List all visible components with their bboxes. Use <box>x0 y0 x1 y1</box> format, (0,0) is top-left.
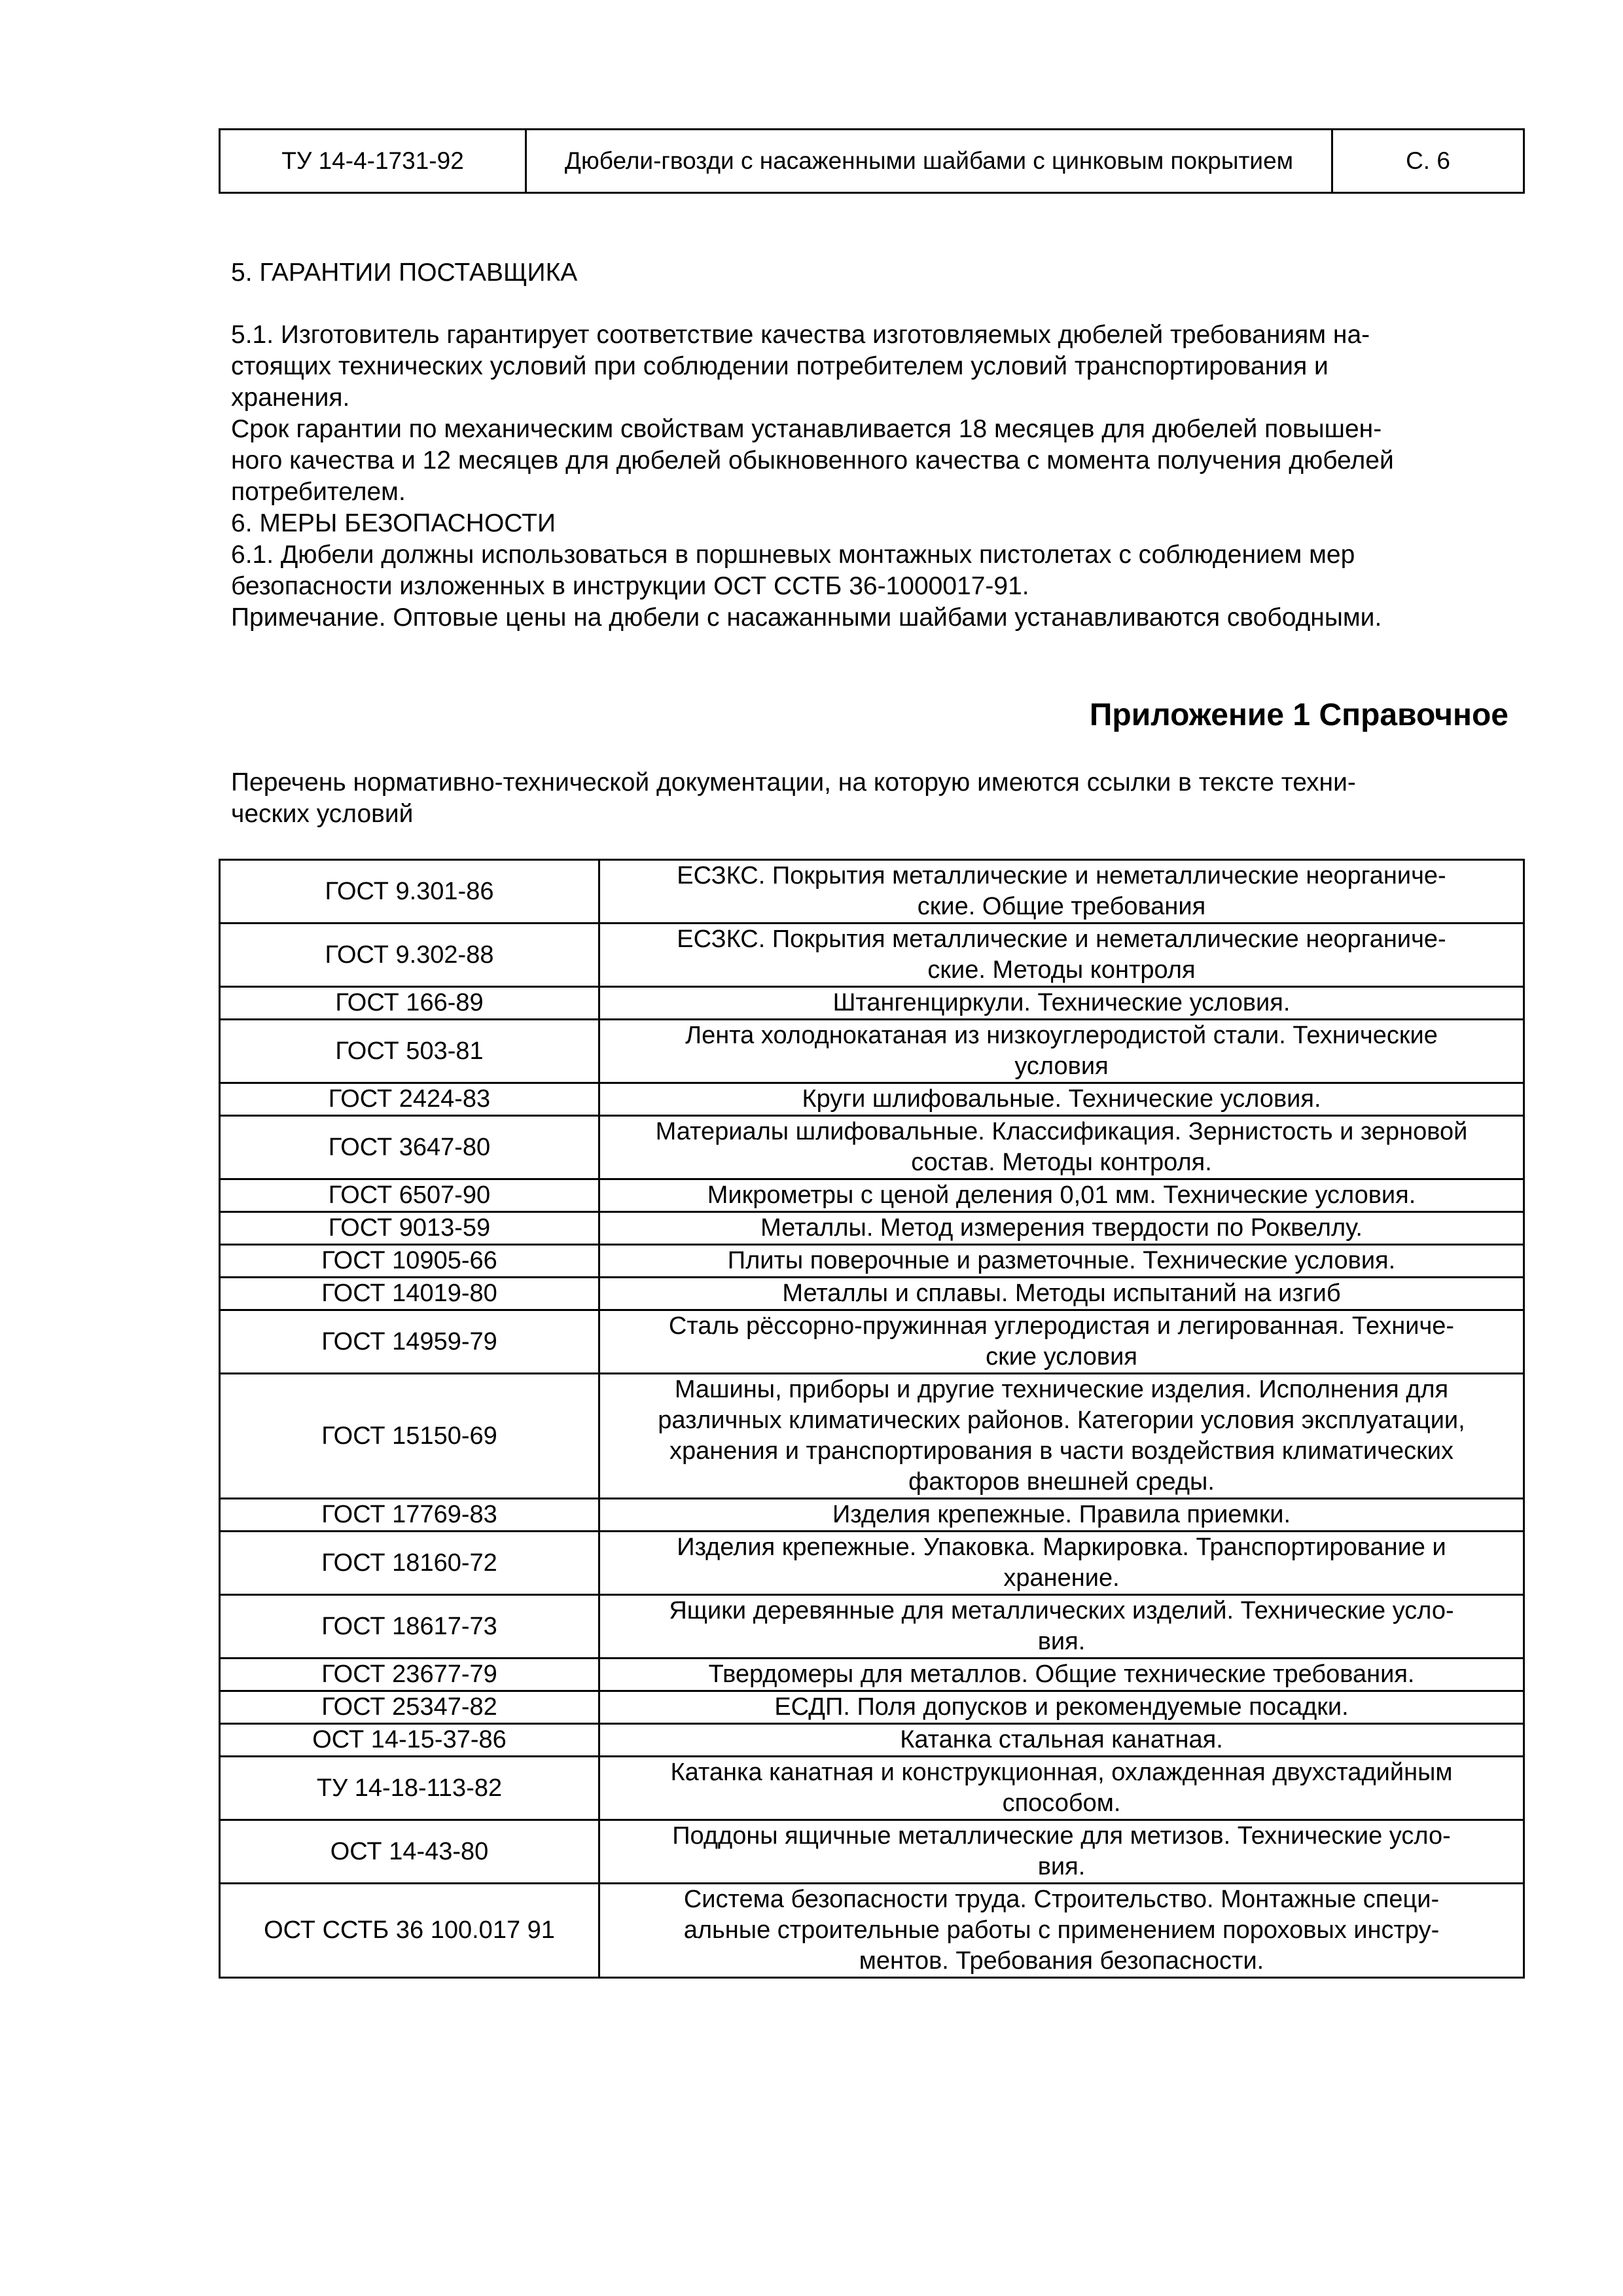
reference-title-line: ЕСЗКС. Покрытия металлические и неметаллические неорганиче- <box>677 925 1446 953</box>
reference-title-line: Изделия крепежные. Правила приемки. <box>832 1501 1291 1528</box>
reference-title-line: Лента холоднокатаная из низкоуглеродистой стали. Технические <box>685 1022 1438 1049</box>
reference-code: ГОСТ 2424-83 <box>220 1083 599 1116</box>
table-row <box>220 1310 1524 1374</box>
reference-title-line: ментов. Требования безопасности. <box>859 1947 1264 1975</box>
reference-title-line: альные строительные работы с применением пороховых инстру- <box>683 1916 1440 1944</box>
reference-title-line: Ящики деревянные для металлических изделий. Технические усло- <box>669 1597 1454 1624</box>
section-heading-guarantees: 5. ГАРАНТИИ ПОСТАВЩИКА <box>231 259 578 287</box>
reference-title-line: способом. <box>1002 1789 1121 1817</box>
reference-code: ГОСТ 9.301-86 <box>220 860 599 924</box>
table-row <box>220 1659 1524 1691</box>
reference-title-line: Сталь рёссорно-пружинная углеродистая и легированная. Техниче- <box>668 1312 1455 1340</box>
body-text-line: безопасности изложенных в инструкции ОСТ ССТБ 36-1000017-91. <box>231 572 1029 600</box>
reference-title-line: ЕСДП. Поля допусков и рекомендуемые посадки. <box>774 1693 1349 1721</box>
body-text-line: стоящих технических условий при соблюдении потребителем условий транспортирования и <box>231 352 1329 380</box>
reference-title-line: Поддоны ящичные металлические для метизов. Технические усло- <box>672 1822 1451 1850</box>
references-table-body <box>220 860 1524 1978</box>
table-row <box>220 1691 1524 1724</box>
reference-code: ГОСТ 23677-79 <box>220 1659 599 1691</box>
reference-code: ГОСТ 503-81 <box>220 1020 599 1083</box>
body-text-line: хранения. <box>231 384 350 412</box>
table-row <box>220 1820 1524 1884</box>
reference-title-line: Катанка стальная канатная. <box>900 1726 1223 1753</box>
table-row <box>220 1532 1524 1595</box>
reference-title-line: состав. Методы контроля. <box>911 1149 1212 1176</box>
table-row <box>220 987 1524 1020</box>
reference-code: ГОСТ 166-89 <box>220 987 599 1020</box>
reference-title <box>599 1083 1524 1116</box>
reference-code: ГОСТ 15150-69 <box>220 1374 599 1499</box>
reference-title-line: Металлы и сплавы. Методы испытаний на изгиб <box>782 1280 1341 1307</box>
reference-title <box>599 1374 1524 1499</box>
body-text-line: Срок гарантии по механическим свойствам устанавливается 18 месяцев для дюбелей повышен- <box>231 415 1382 443</box>
reference-title <box>599 1884 1524 1978</box>
appendix-title: Приложение 1 Справочное <box>1089 698 1508 732</box>
reference-title-line: вия. <box>1037 1853 1086 1880</box>
reference-code: ГОСТ 9013-59 <box>220 1212 599 1245</box>
reference-title <box>599 1691 1524 1724</box>
reference-code: ОСТ 14-15-37-86 <box>220 1724 599 1757</box>
reference-code: ГОСТ 9.302-88 <box>220 924 599 987</box>
reference-title-line: ские. Общие требования <box>917 893 1206 920</box>
document-title: Дюбели-гвозди с насаженными шайбами с цинковым покрытием <box>526 130 1332 193</box>
reference-title-line: хранения и транспортирования в части воздействия климатических <box>669 1437 1454 1465</box>
reference-title <box>599 1499 1524 1532</box>
table-row <box>220 1245 1524 1278</box>
body-text-line: 5.1. Изготовитель гарантирует соответствие качества изготовляемых дюбелей требованиям на- <box>231 321 1370 349</box>
page-number: С. 6 <box>1332 130 1524 193</box>
reference-title-line: ЕСЗКС. Покрытия металлические и неметаллические неорганиче- <box>677 862 1446 889</box>
reference-code: ОСТ ССТБ 36 100.017 91 <box>220 1884 599 1978</box>
note-text: Примечание. Оптовые цены на дюбели с насажанными шайбами устанавливаются свободными. <box>231 603 1382 632</box>
table-row <box>220 1499 1524 1532</box>
appendix-intro-line: Перечень нормативно-технической документации, на которую имеются ссылки в тексте техни- <box>231 768 1356 797</box>
reference-title <box>599 1020 1524 1083</box>
reference-title-line: Твердомеры для металлов. Общие технические требования. <box>708 1660 1415 1688</box>
reference-title-line: факторов внешней среды. <box>908 1468 1215 1496</box>
reference-title-line: Изделия крепежные. Упаковка. Маркировка. Транспортирование и <box>677 1534 1446 1561</box>
reference-title-line: Плиты поверочные и разметочные. Технические условия. <box>727 1247 1396 1274</box>
table-row <box>220 1116 1524 1179</box>
reference-title-line: условия <box>1014 1052 1109 1080</box>
reference-code: ТУ 14-18-113-82 <box>220 1757 599 1820</box>
reference-title-line: ские условия <box>986 1343 1137 1371</box>
body-text-line: потребителем. <box>231 478 406 506</box>
body-text-line: 6.1. Дюбели должны использоваться в поршневых монтажных пистолетах с соблюдением мер <box>231 541 1355 569</box>
table-row <box>220 1757 1524 1820</box>
reference-code: ГОСТ 18617-73 <box>220 1595 599 1659</box>
reference-title <box>599 1212 1524 1245</box>
reference-title <box>599 1310 1524 1374</box>
document-code: ТУ 14-4-1731-92 <box>220 130 526 193</box>
reference-title <box>599 1278 1524 1310</box>
table-row <box>220 1374 1524 1499</box>
reference-title <box>599 987 1524 1020</box>
reference-title <box>599 1659 1524 1691</box>
reference-title-line: Микрометры с ценой деления 0,01 мм. Технические условия. <box>707 1181 1416 1209</box>
reference-code: ГОСТ 25347-82 <box>220 1691 599 1724</box>
reference-title-line: Металлы. Метод измерения твердости по Роквеллу. <box>760 1214 1363 1242</box>
table-row <box>220 1884 1524 1978</box>
reference-title-line: Круги шлифовальные. Технические условия. <box>802 1085 1321 1113</box>
body-text-line: ного качества и 12 месяцев для дюбелей обыкновенного качества с момента получения дюбелей <box>231 446 1394 475</box>
reference-title <box>599 1179 1524 1212</box>
reference-title <box>599 924 1524 987</box>
reference-code: ГОСТ 6507-90 <box>220 1179 599 1212</box>
reference-title-line: Машины, приборы и другие технические изделия. Исполнения для <box>674 1376 1449 1403</box>
reference-title <box>599 1532 1524 1595</box>
reference-title-line: вия. <box>1037 1628 1086 1655</box>
reference-code: ГОСТ 10905-66 <box>220 1245 599 1278</box>
section-heading-safety: 6. МЕРЫ БЕЗОПАСНОСТИ <box>231 509 556 537</box>
reference-code: ОСТ 14-43-80 <box>220 1820 599 1884</box>
table-row <box>220 924 1524 987</box>
page-header <box>219 128 1525 194</box>
reference-title-line: Штангенциркули. Технические условия. <box>832 989 1291 1016</box>
reference-title <box>599 1757 1524 1820</box>
references-table <box>219 859 1525 1979</box>
reference-title <box>599 1595 1524 1659</box>
reference-code: ГОСТ 14959-79 <box>220 1310 599 1374</box>
table-row <box>220 1724 1524 1757</box>
table-row <box>220 1020 1524 1083</box>
table-row <box>220 1595 1524 1659</box>
table-row <box>220 860 1524 924</box>
table-row <box>220 1083 1524 1116</box>
reference-title-line: Система безопасности труда. Строительство. Монтажные специ- <box>683 1886 1440 1913</box>
reference-code: ГОСТ 14019-80 <box>220 1278 599 1310</box>
reference-title-line: Материалы шлифовальные. Классификация. Зернистость и зерновой <box>655 1118 1468 1145</box>
reference-title-line: различных климатических районов. Категории условия эксплуатации, <box>658 1407 1465 1434</box>
reference-title-line: хранение. <box>1003 1564 1120 1592</box>
reference-code: ГОСТ 18160-72 <box>220 1532 599 1595</box>
reference-title <box>599 1245 1524 1278</box>
reference-title <box>599 1820 1524 1884</box>
table-row <box>220 1212 1524 1245</box>
reference-title <box>599 1724 1524 1757</box>
reference-code: ГОСТ 17769-83 <box>220 1499 599 1532</box>
table-row <box>220 1179 1524 1212</box>
table-row <box>220 1278 1524 1310</box>
reference-code: ГОСТ 3647-80 <box>220 1116 599 1179</box>
reference-title-line: ские. Методы контроля <box>927 956 1196 984</box>
reference-title-line: Катанка канатная и конструкционная, охлажденная двухстадийным <box>670 1759 1453 1786</box>
reference-title <box>599 1116 1524 1179</box>
appendix-intro-line: ческих условий <box>231 800 414 828</box>
reference-title <box>599 860 1524 924</box>
